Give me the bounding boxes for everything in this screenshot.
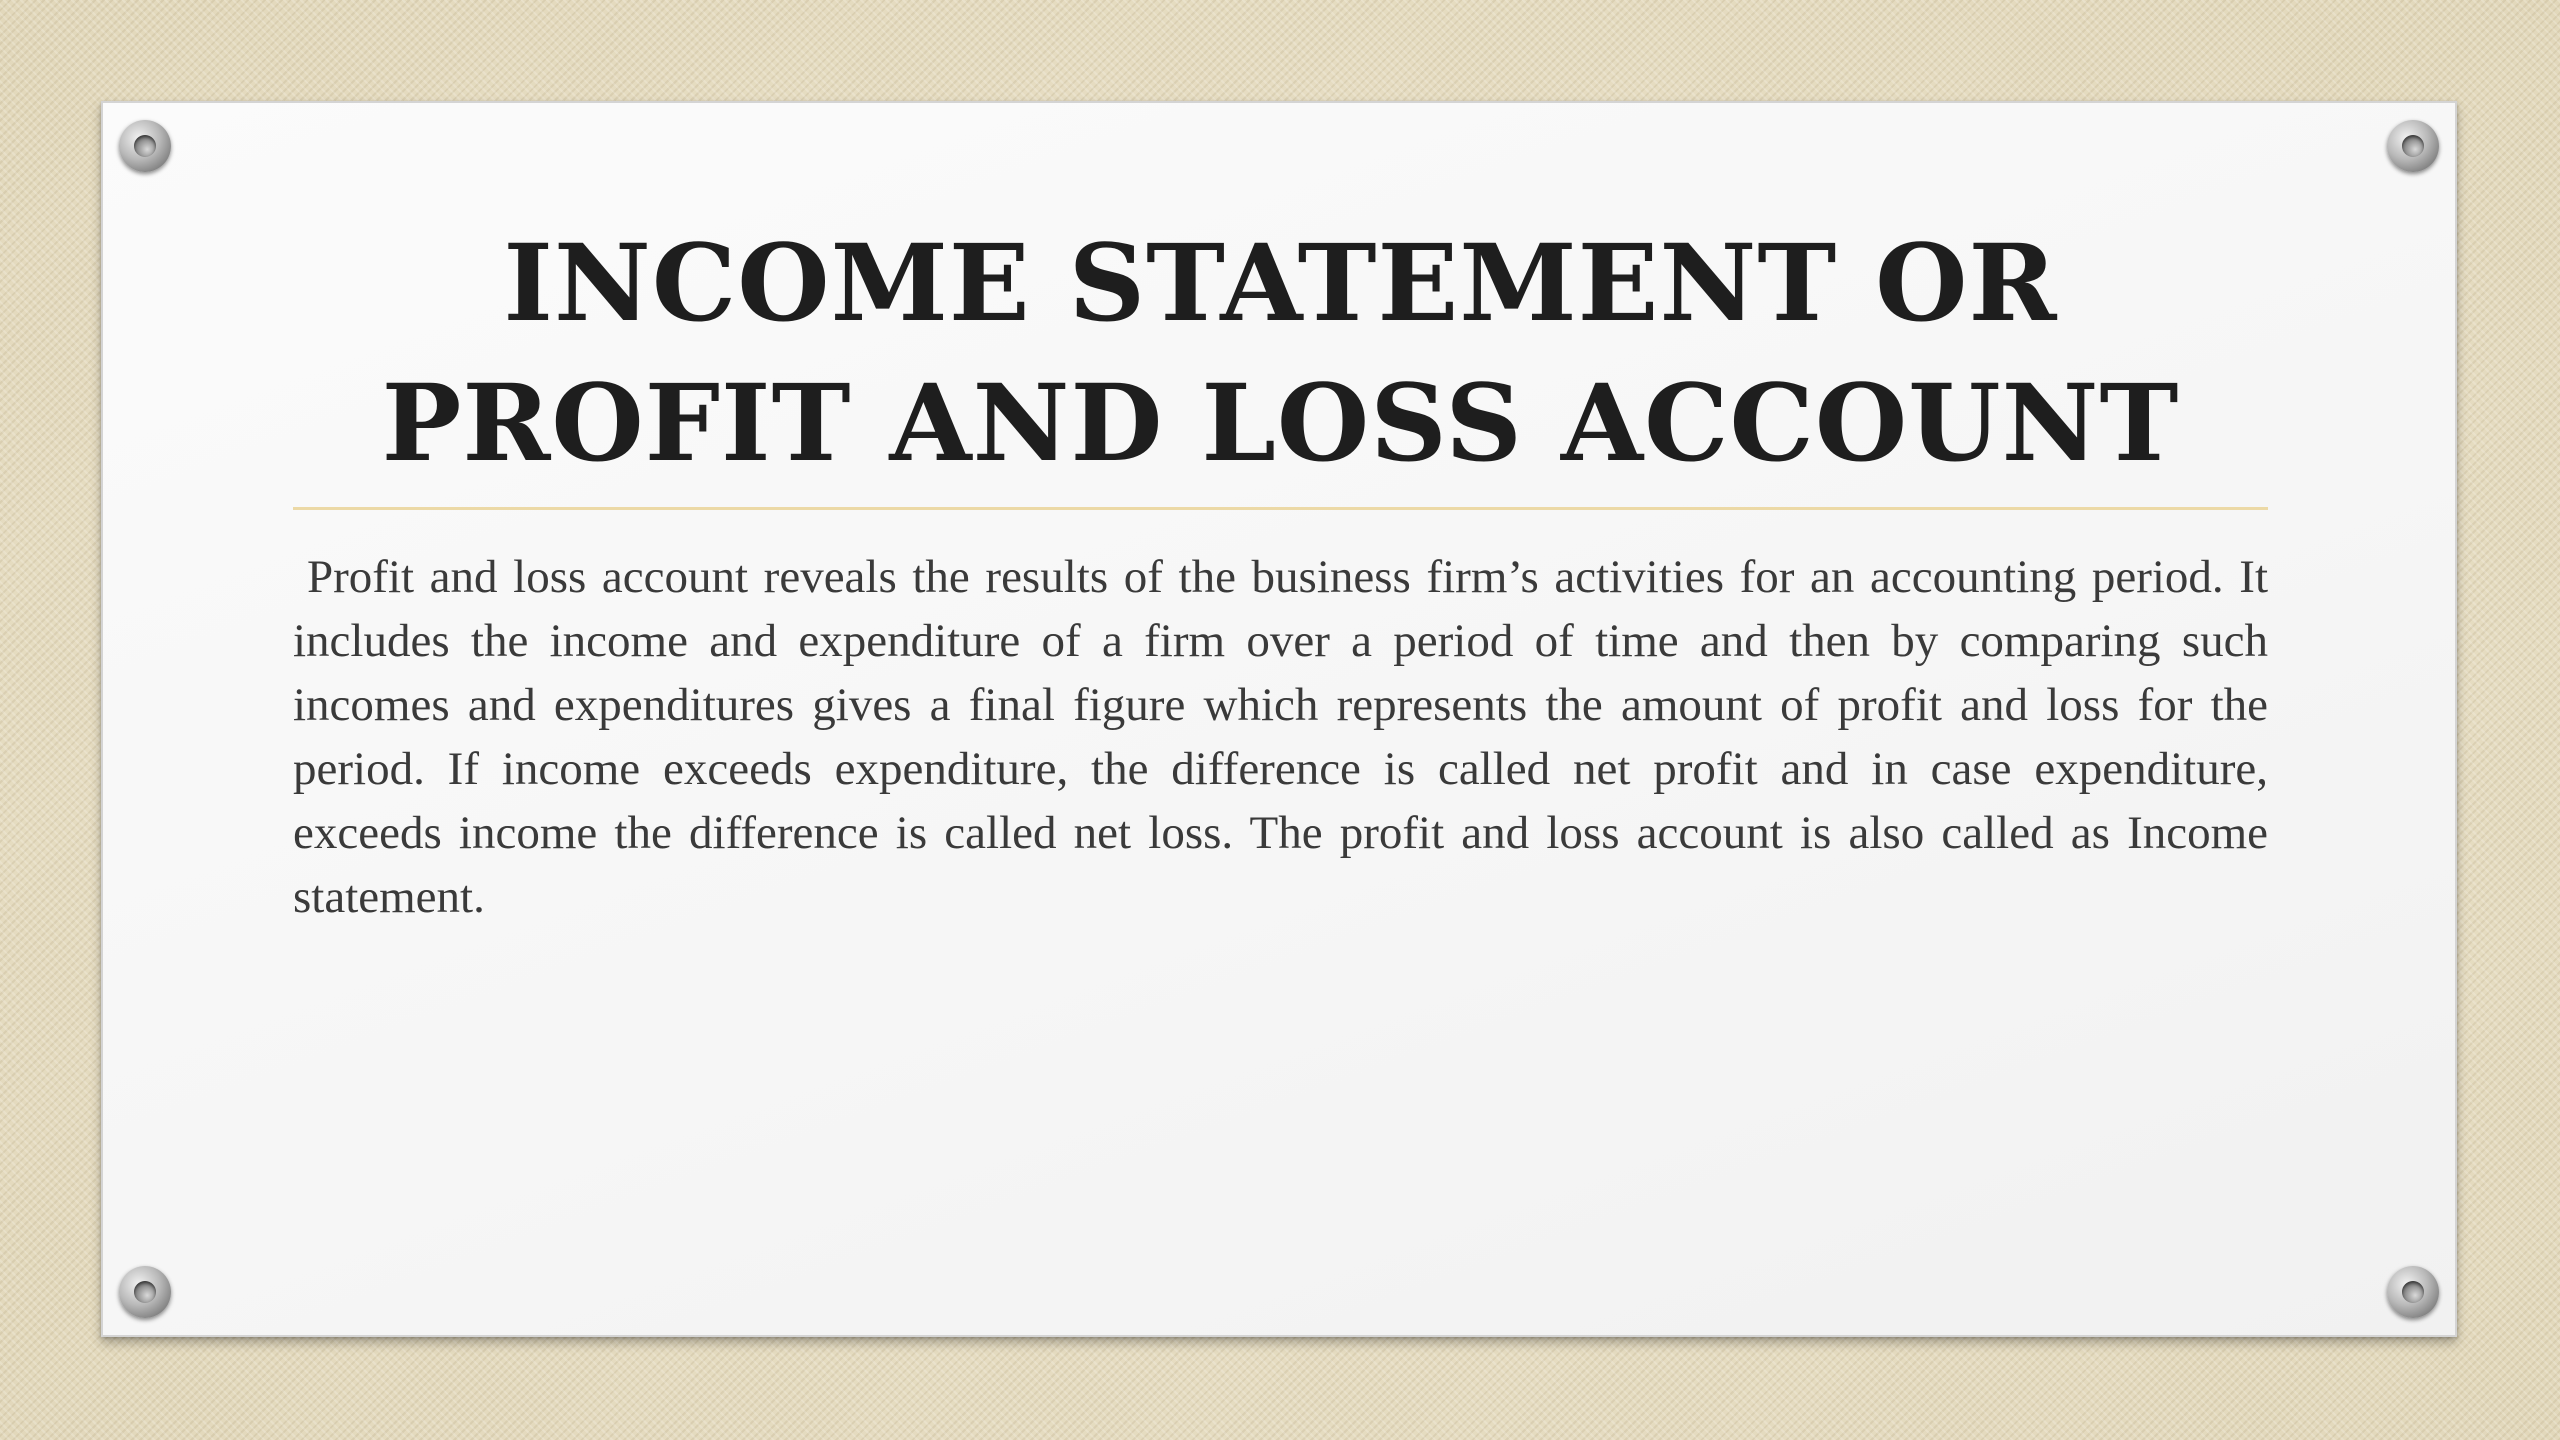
rivet-icon [119, 1266, 171, 1318]
slide-title: INCOME STATEMENT OR PROFIT AND LOSS ACCOUNT [381, 220, 2180, 485]
slide-panel [101, 101, 2457, 1337]
rivet-icon [2387, 120, 2439, 172]
rivet-icon [2387, 1266, 2439, 1318]
slide-body-text: Profit and loss account reveals the results of the business firm’s activities for an accounting period. It includes the income and expenditure of a firm over a period of time and then by comparing such incomes and expenditures gives a final figure which represents the amount of profit and loss for the period. If income exceeds expenditure, the difference is called net profit and in case expenditure, exceeds income the difference is called net loss. The profit and loss account is also called as Income statement. [293, 551, 2268, 923]
rivet-icon [119, 120, 171, 172]
title-divider [293, 507, 2268, 510]
